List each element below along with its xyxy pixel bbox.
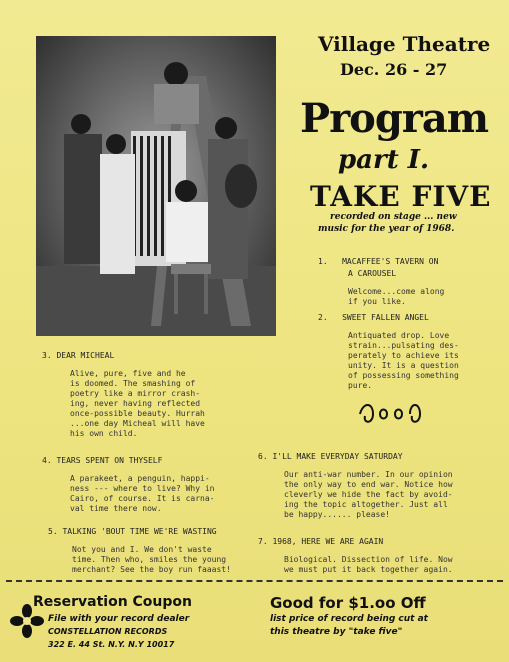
event-dates: Dec. 26 - 27 (340, 60, 448, 79)
band-photo-image (36, 36, 276, 336)
song-1-desc: Welcome...come along if you like. (348, 287, 445, 306)
song-6-title: 6. I'LL MAKE EVERYDAY SATURDAY (258, 452, 403, 461)
song-6-desc: Our anti-war number. In our opinion the only way to end war. Notice how cleverly we hide the fact by avoid- ing the topic altogether. Just all be happy...... please! (284, 470, 453, 519)
song-1-title-cont: A CAROUSEL (348, 269, 397, 278)
coupon-dealer-line: File with your record dealer (48, 614, 190, 624)
coupon-address-line: 322 E. 44 St. N.Y. N.Y 10017 (48, 640, 175, 649)
song-1-title: 1. MACAFFEE'S TAVERN ON (318, 257, 439, 266)
coupon-cut-line (6, 580, 503, 582)
band-photo (36, 36, 276, 336)
song-3-desc: Alive, pure, five and he is doomed. The smashing of poetry like a mirror crash- ing, never having reflected once-possible beauty. Hurrah ...one day Micheal will have his own child. (70, 369, 205, 438)
coupon-label-line: CONSTELLATION RECORDS (48, 627, 168, 636)
tagline-line-2: music for the year of 1968. (318, 224, 455, 234)
song-5-title: 5. TALKING 'BOUT TIME WE'RE WASTING (48, 527, 217, 536)
discount-line-1: list price of record being cut at (270, 614, 428, 624)
part-label: part I. (338, 145, 429, 175)
song-2-title: 2. SWEET FALLEN ANGEL (318, 313, 429, 322)
discount-line-2: this theatre by "take five" (270, 627, 403, 637)
song-7-desc: Biological. Dissection of life. Now we must put it back together again. (284, 555, 453, 574)
song-4-title: 4. TEARS SPENT ON THYSELF (42, 456, 163, 465)
song-7-title: 7. 1968, HERE WE ARE AGAIN (258, 537, 384, 546)
song-3-title: 3. DEAR MICHEAL (42, 351, 115, 360)
song-5-desc: Not you and I. We don't waste time. Then who, smiles the young merchant? See the boy run faaast! (72, 545, 231, 574)
song-2-desc: Antiquated drop. Love strain...pulsating des- perately to achieve its unity. It is a question of possessing something pure. (348, 331, 459, 390)
venue-name: Village Theatre (318, 32, 491, 56)
squiggle-ornament (355, 400, 425, 428)
song-4-desc: A parakeet, a penguin, happi- ness --- where to live? Why in Cairo, of course. It is carna- val time there now. (70, 474, 215, 513)
reservation-coupon-title: Reservation Coupon (33, 594, 192, 610)
tagline-line-1: recorded on stage ... new (330, 212, 457, 222)
discount-title: Good for $1.oo Off (270, 594, 426, 612)
program-title: Program (300, 95, 489, 142)
band-name: TAKE FIVE (310, 180, 492, 213)
